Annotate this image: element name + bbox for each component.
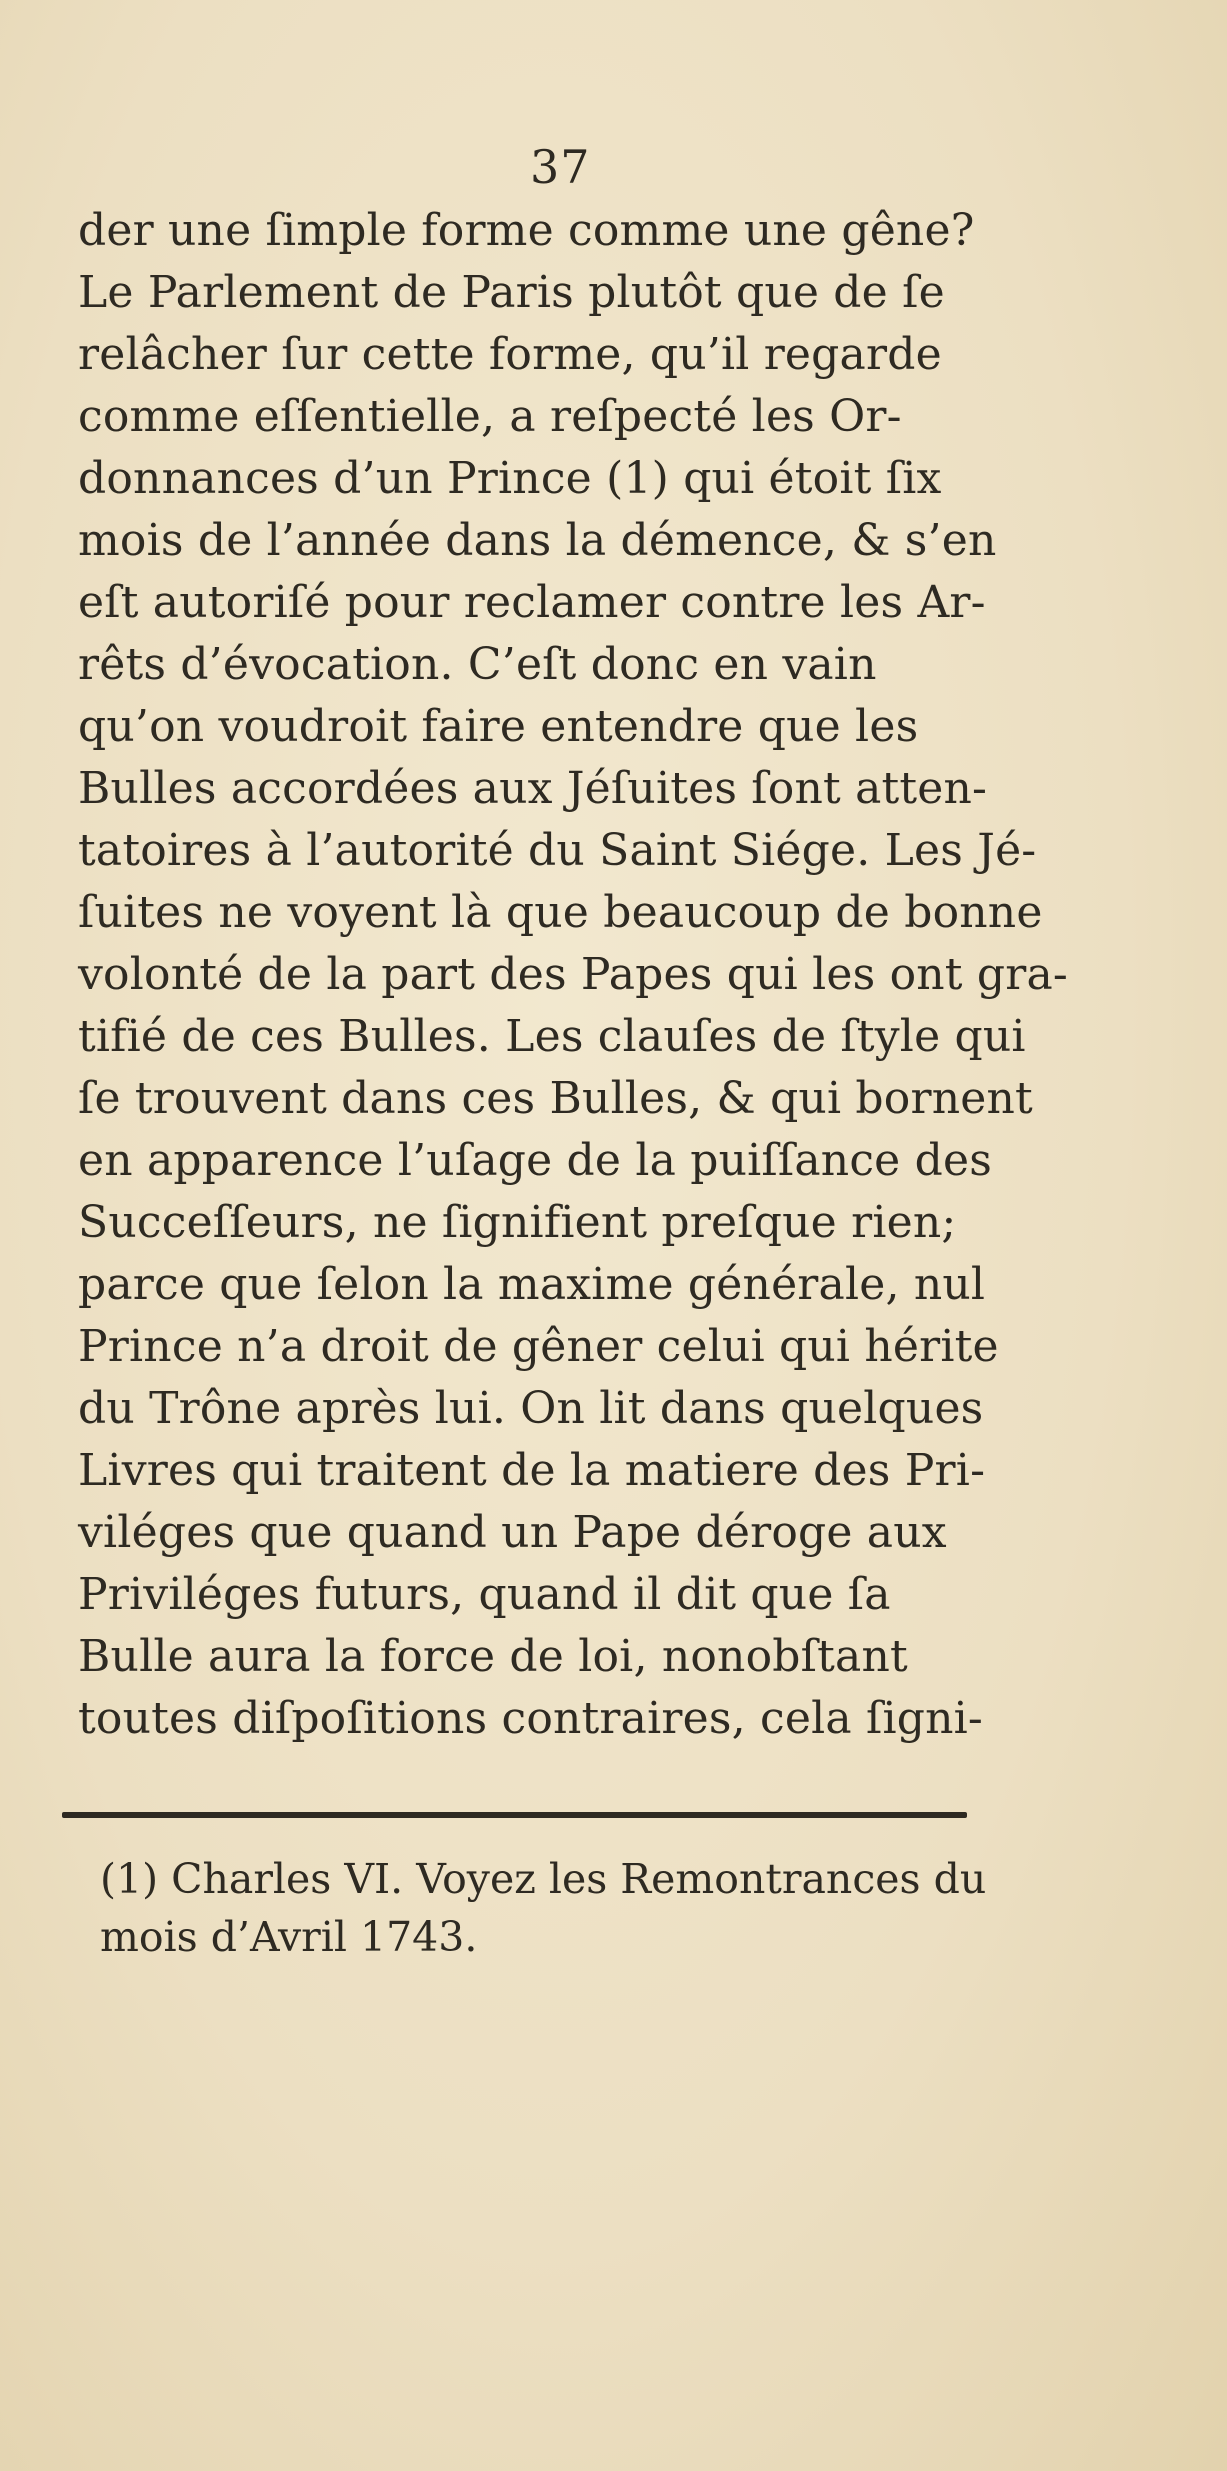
footnote bbox=[100, 1850, 1080, 1966]
text-line: tatoires à l’autorité du Saint Siége. Les Jé- bbox=[78, 825, 1037, 876]
text-line: en apparence l’uſage de la puiſſance des bbox=[78, 1135, 992, 1186]
text-line: tifié de ces Bulles. Les clauſes de ſtyle qui bbox=[78, 1011, 1026, 1062]
text-line: mois de l’année dans la démence, & s’en bbox=[78, 515, 997, 566]
text-line: relâcher ſur cette forme, qu’il regarde bbox=[78, 329, 942, 380]
text-line: Bulle aura la force de loi, nonobſtant bbox=[78, 1631, 908, 1682]
text-line: Le Parlement de Paris plutôt que de ſe bbox=[78, 267, 945, 318]
text-line: donnances d’un Prince (1) qui étoit ſix bbox=[78, 453, 942, 504]
text-line: Priviléges futurs, quand il dit que ſa bbox=[78, 1569, 891, 1620]
text-line: qu’on voudroit faire entendre que les bbox=[78, 701, 919, 752]
text-line: ſuites ne voyent là que beaucoup de bonne bbox=[78, 887, 1043, 938]
text-line: Livres qui traitent de la matiere des Pri- bbox=[78, 1445, 986, 1496]
text-line: toutes diſpoſitions contraires, cela ſigni- bbox=[78, 1693, 983, 1744]
text-line: ſe trouvent dans ces Bulles, & qui bornent bbox=[78, 1073, 1033, 1124]
text-line: Prince n’a droit de gêner celui qui hérite bbox=[78, 1321, 999, 1372]
text-line: rêts d’évocation. C’eſt donc en vain bbox=[78, 639, 877, 690]
text-line: eſt autoriſé pour reclamer contre les Ar- bbox=[78, 577, 986, 628]
text-line: volonté de la part des Papes qui les ont gra- bbox=[78, 949, 1068, 1000]
text-line: du Trône après lui. On lit dans quelques bbox=[78, 1383, 984, 1434]
text-line: parce que ſelon la maxime générale, nul bbox=[78, 1259, 986, 1310]
page-number: 37 bbox=[530, 140, 591, 194]
footnote-divider bbox=[62, 1812, 967, 1818]
footnote-line: (1) Charles VI. Voyez les Remontrances du bbox=[100, 1855, 987, 1903]
footnote-line: mois d’Avril 1743. bbox=[100, 1913, 478, 1961]
body-text bbox=[78, 200, 1078, 1750]
text-line: comme eſſentielle, a reſpecté les Or- bbox=[78, 391, 902, 442]
text-line: Succeſſeurs, ne ſignifient preſque rien; bbox=[78, 1197, 957, 1248]
text-line: der une ſimple forme comme une gêne? bbox=[78, 205, 975, 256]
text-line: Bulles accordées aux Jéſuites ſont atten- bbox=[78, 763, 988, 814]
text-line: viléges que quand un Pape déroge aux bbox=[78, 1507, 947, 1558]
